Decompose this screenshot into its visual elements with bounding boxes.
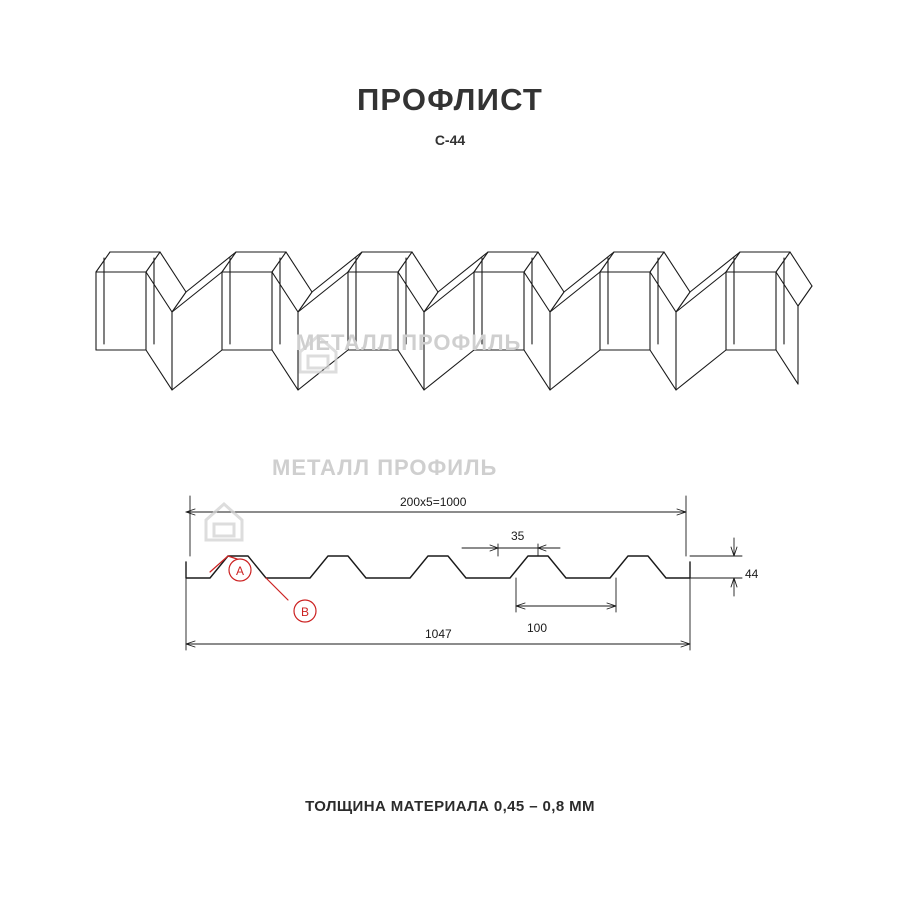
watermark-text-bottom: МЕТАЛЛ ПРОФИЛЬ [272,455,498,480]
callout-label-a: A [235,564,245,578]
callout-label-b: B [300,605,310,619]
watermark-logo-top [300,336,336,372]
watermark-logo-bottom [206,504,242,540]
profile-model-label: С-44 [434,132,466,148]
dimension-rib-top-width: 35 [511,529,525,543]
dimension-total-width: 1047 [425,627,452,641]
page-title: ПРОФЛИСТ [356,82,544,117]
dimension-module-pitch: 200x5=1000 [400,495,467,509]
dimension-rib-pitch: 100 [527,621,548,635]
watermark-text-top: МЕТАЛЛ ПРОФИЛЬ [296,330,522,355]
section-profile-illustration [186,556,690,578]
isometric-profile-illustration [96,252,812,390]
material-thickness-note: ТОЛЩИНА МАТЕРИАЛА 0,45 – 0,8 ММ [305,798,595,815]
dimension-lines [186,496,742,650]
dimension-profile-height: 44 [745,567,759,581]
